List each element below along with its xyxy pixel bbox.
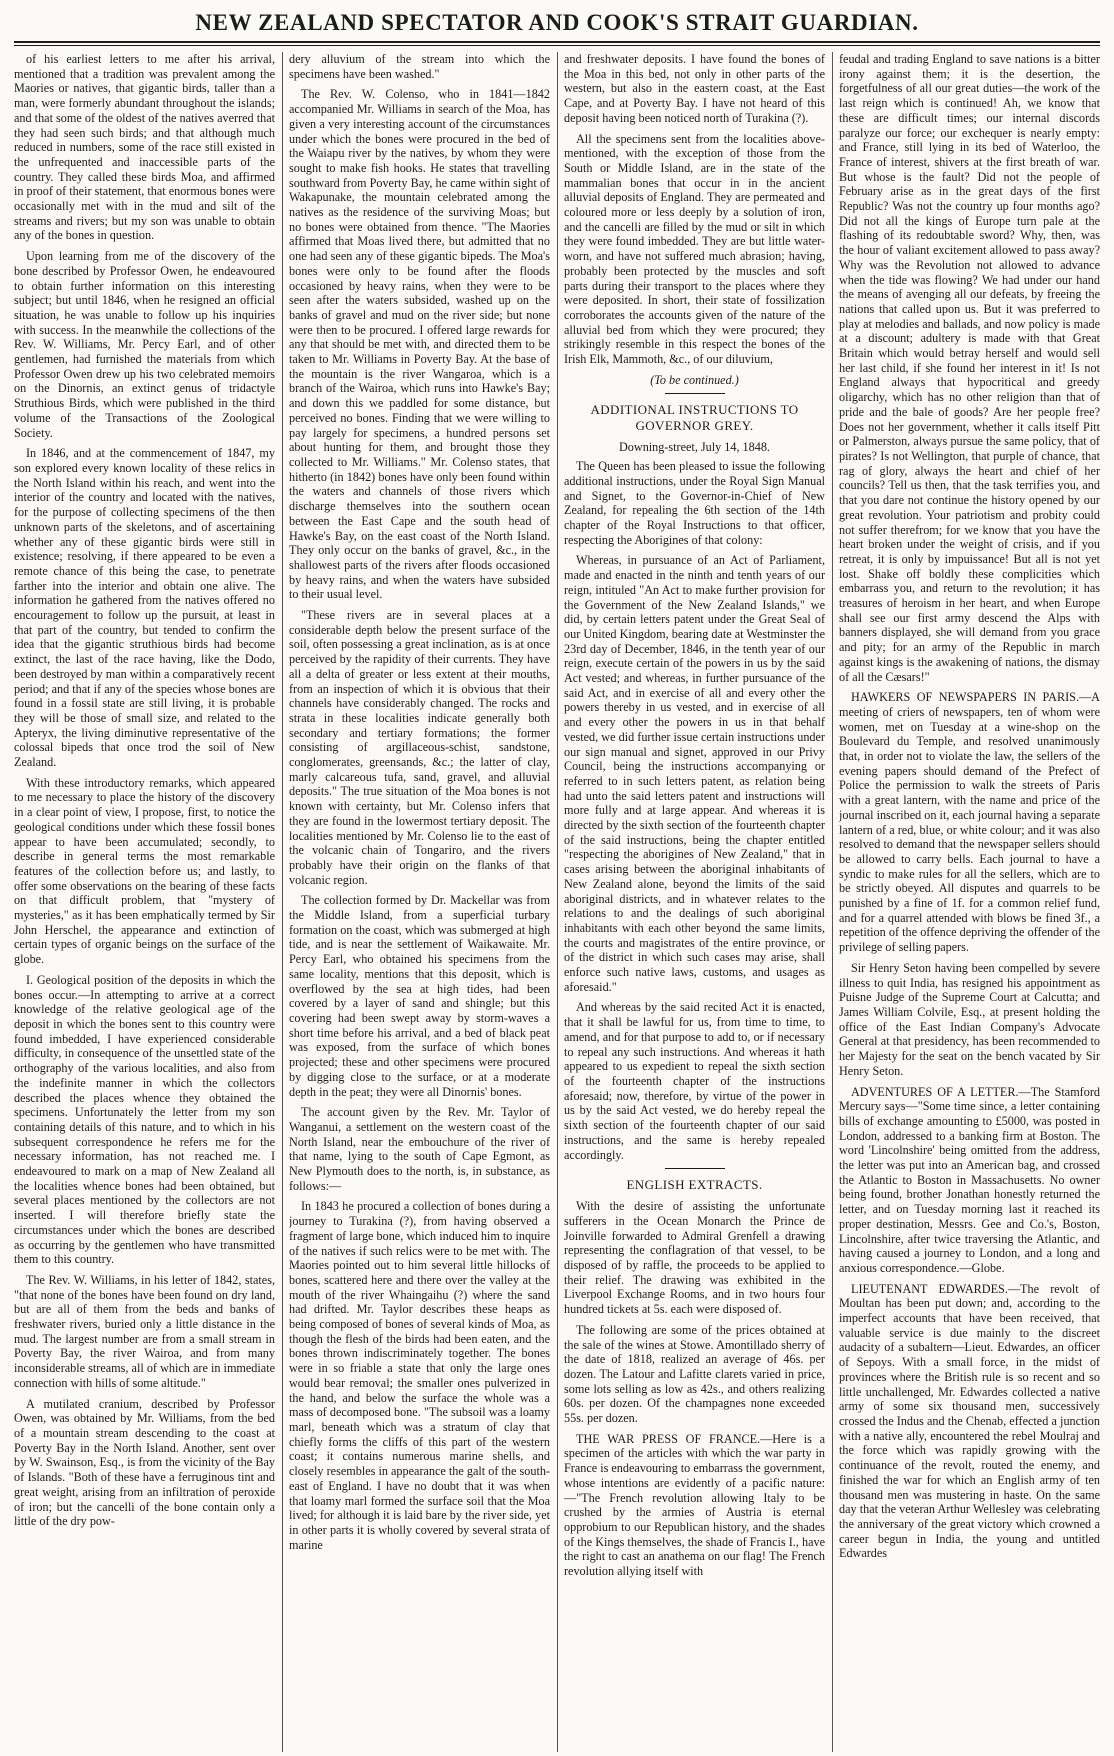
article-paragraph: THE WAR PRESS OF FRANCE.—Here is a specimen of the articles with which the war party in France is endeavouring to embarrass the government, whose intentions are evidently of a pacific nature:—"The French revolution allowing Italy to be crushed by the armies of Austria is eternal opprobium to our Republican history, and the shades of the Kings themselves, the shade of Francis I., have the right to cast an anathema on our flag! The French revolution allying itself with [564, 1431, 825, 1579]
continued-note: (To be continued.) [650, 372, 739, 387]
article-paragraph: Sir Henry Seton having been compelled by severe illness to quit India, has resigned his appointment as Puisne Judge of the Supreme Court at Calcutta; and James William Colvile, Esq., at present holding the office of the East Indian Company's Advocate General at that presidency, has been recommended to her Majesty for the seat on the bench vacated by Sir Henry Seton. [839, 960, 1100, 1078]
article-paragraph: LIEUTENANT EDWARDES.—The revolt of Moultan has been put down; and, according to the imperfect accounts that have been received, that valuable service is due mainly to the discreet audacity of a subaltern—Lieut. Edwardes, an officer of Sepoys. With a small force, in the midst of provinces where the British rule is so recent and so little unchallenged, Mr. Edwardes collected a native army of some six thousand men, successively crossed the Indus and the Chenab, effected a junction with a native ally, encountered the rebel Moulraj and the force which was rapidly growing with the continuance of the revolt, routed the enemy, and finished the war for which an English army of ten thousand men was mustering in haste. On the same day that the veteran Arthur Wellesley was celebrating the anniversary of the great victory which crowned a career begun in India, the young and untitled Edwardes [839, 1281, 1100, 1561]
masthead-rule-thin [14, 45, 1100, 46]
masthead-rule [14, 41, 1100, 43]
section-divider [665, 393, 725, 394]
section-heading: ENGLISH EXTRACTS. [626, 1177, 763, 1193]
article-paragraph: of his earliest letters to me after his arrival, mentioned that a tradition was prevalent among the Maories or natives, that gigantic birds, taller than a man, were formerly abundant throughout the islands; and that some of the oldest of the natives averred that they had seen such birds; and that although much reduced in numbers, some of the race still existed in the unfrequented and inaccessible parts of the country. They called these birds Moa, and affirmed in proof of their statement, that enormous bones were occasionally met with in the mud and silt of the streams and rivers; but my son was unable to obtain any of the bones in question. [14, 52, 275, 243]
column-2 [289, 52, 550, 1752]
column-divider [282, 52, 283, 1752]
section-heading: ADDITIONAL INSTRUCTIONS TO GOVERNOR GREY. [590, 402, 799, 434]
column-divider [832, 52, 833, 1752]
article-paragraph: The following are some of the prices obtained at the sale of the wines at Stowe. Amontillado sherry of the date of 1818, realized an average of 46s. per dozen. The Latour and Lafitte clarets varied in price, some lots selling as low as 42s., and others realizing 60s. per dozen. Of the champagnes none exceeded 55s. per dozen. [564, 1322, 825, 1426]
article-paragraph: The Rev. W. Williams, in his letter of 1842, states, "that none of the bones have been found on dry land, but are all of them from the beds and banks of freshwater rivers, buried only a little distance in the mud. The largest number are from a small stream in Poverty Bay, the river Wairoa, and from many inconsiderable streams, all of which are in immediate connection with hills of some altitude." [14, 1272, 275, 1390]
article-paragraph: The account given by the Rev. Mr. Taylor of Wanganui, a settlement on the western coast of the North Island, near the embouchure of the river of that name, lying to the south of Cape Egmont, as New Plymouth does to the north, is, in substance, as follows:— [289, 1105, 550, 1193]
section-divider [665, 1168, 725, 1169]
article-paragraph: And whereas by the said recited Act it is enacted, that it shall be lawful for us, from time to time, to amend, and for that purpose to add to, or if necessary to repeal any such instructions. And whereas it hath appeared to us expedient to repeal the sixth section of the fourteenth chapter of the instructions aforesaid; now, therefore, by virtue of the power in us by the said Act vested, we do hereby repeal the sixth section of the fourteenth chapter of our said instructions, and the same is hereby repealed accordingly. [564, 1000, 825, 1162]
article-paragraph: With these introductory remarks, which appeared to me necessary to place the history of the discovery in a clear point of view, I propose, first, to notice the geological conditions under which these fossil bones appear to have been accumulated; secondly, to describe in general terms the most remarkable features of the collection before us; and lastly, to offer some observations on the bearing of these facts on that difficult problem, that "mystery of mysteries," as it has been emphatically termed by Sir John Herschel, the appearance and extinction of certain types of organic beings on the surface of the globe. [14, 775, 275, 967]
article-paragraph: and freshwater deposits. I have found the bones of the Moa in this bed, not only in other parts of the western, but also in the eastern coast, at the East Cape, and at Poverty Bay. I have not heard of this deposit having been noticed north of Turakina (?). [564, 52, 825, 125]
article-paragraph: All the specimens sent from the localities above-mentioned, with the exception of those from the South or Middle Island, are in the state of the mammalian bones that occur in in the ancient alluvial deposits of England. They are permeated and coloured more or less deeply by a solution of iron, and the cancelli are filled by the mud or silt in which they were found imbedded. They are but little water-worn, and have not suffered much abrasion; having, probably been protected by the muscles and soft parts during their transport to the places where they were deposited. In short, their state of fossilization corroborates the accounts given of the nature of the alluvial bed from which they were procured; they strikingly resemble in this respect the bones of the Irish Elk, Mammoth, &c., of our diluvium, [564, 131, 825, 367]
article-paragraph: The Queen has been pleased to issue the following additional instructions, under the Royal Sign Manual and Signet, to the Governor-in-Chief of New Zealand, for repealing the 6th section of the 14th chapter of the Royal Instructions to that officer, respecting the Aborigines of that colony: [564, 459, 825, 547]
article-paragraph: feudal and trading England to save nations is a bitter irony against them; it is the desertion, the forgetfulness of all our great duties—the work of the last reign which is continued! Ah, we know that these are difficult times; our internal discords paralyze our force; our exchequer is nearly empty: and France, still lying in its bed of Waterloo, the France of interest, shivers at the first breath of war. But whose is the fault? Did not the people of February arise as in the great days of the first Republic? Was not the country up four months ago? Did not all the kings of Europe turn pale at the flashing of its redoubtable sword? Why, then, was the hour of valiant excitement allowed to pass away? Why was the Revolution not allowed to advance when the tide was flowing? We had under our hand the means of avenging all our defeats, by freeing the nations that called upon us. But it was preferred to play at melodies and ballads, and now policy is made at a discount; adultery is made with that Great Britain which would betray herself and would sell her last child, if she found her interest in it! Is not England always that hypocritical and greedy oligarchy, which has no other religion than that of pride and the bale of goods? Are her people free? Does not her government, whether it calls itself Pitt or Palmerston, always pursue the same policy, that of pirates? Is not Wellington, that purple of chance, that rag of glory, always the heart and chief of her councils? Tell us then, that the task terrifies you, and that you dare not continue the history opened by our great revolution. Your patriotism and probity could not suffer therefrom; for we know that you have the heart broken under the weight of crisis, and if you retreat, it is only by impuissance! But all is not yet lost. Shake off boldly these complicities which embarrass you, and return to the revolution; it has treasures of heroism in her heart, and when Europe shall see our first army descend the Alps with banners displayed, she will demand from you grace and pity; for an army of the Republic in march against kings is the awakening of nations, the dismay of all the Cæsars!" [839, 52, 1100, 684]
article-paragraph: Upon learning from me of the discovery of the bone described by Professor Owen, he endeavoured to obtain further information on this interesting subject; but until 1846, when he resigned an official situation, he was unable to follow up his inquiries with success. In the meanwhile the collections of the Rev. W. Williams, Mr. Percy Earl, and of other gentlemen, had furnished the materials from which Professor Owen drew up his two celebrated memoirs on the Dinornis, an extinct genus of tridactyle Struthious Birds, which were published in the third volume of the Transactions of the Zoological Society. [14, 249, 275, 440]
dateline: Downing-street, July 14, 1848. [619, 440, 770, 455]
article-paragraph: With the desire of assisting the unfortunate sufferers in the Ocean Monarch the Prince de Joinville forwarded to Admiral Grenfell a drawing representing the conflagration of that vessel, to be disposed of by raffle, the proceeds to be applied to their relief. The drawing was exhibited in the Liverpool Exchange Rooms, and in two hours four hundred tickets at 5s. each were disposed of. [564, 1199, 825, 1317]
article-paragraph: I. Geological position of the deposits in which the bones occur.—In attempting to arrive at a correct knowledge of the relative geological age of the deposit in which the bones sent to this country were found imbedded, I have experienced considerable difficulty, in consequence of the unsettled state of the orthography of the various localities, and also from the indefinite manner in which the collectors described the places whence they obtained the specimens. Unfortunately the letter from my son containing details of this nature, and to which in his subsequent correspondence he refers me for the necessary information, has not reached me. I endeavoured to mark on a map of New Zealand all the localities whence bones had been obtained, but several places mentioned by the collectors are not inserted. I will therefore briefly state the circumstances under which the bones are described as occurring by the gentlemen who have transmitted them to this country. [14, 972, 275, 1267]
article-paragraph: "These rivers are in several places at a considerable depth below the present surface of the soil, often possessing a great inclination, as is at once perceived by the rapidity of their currents. They have all a delta of greater or less extent at their mouths, from an inspection of which it is obvious that their channels have considerably changed. The rocks and strata in these localities indicate generally both secondary and tertiary formations; the former consisting of argillaceous-schist, sandstone, conglomerates, greensands, &c.; the latter of clay, marly calcareous tufa, sand, gravel, and alluvial deposits." The true situation of the Moa bones is not known with certainty, but Mr. Colenso infers that they are found in the lowermost tertiary deposit. The localities mentioned by Mr. Colenso lie to the east of the volcanic chain of Tongariro, and the rivers probably have their origin on the flanks of that volcanic region. [289, 608, 550, 887]
column-1 [14, 52, 275, 1752]
column-3 [564, 52, 825, 1752]
article-paragraph: HAWKERS OF NEWSPAPERS IN PARIS.—A meeting of criers of newspapers, ten of whom were women, met on Tuesday at a wine-shop on the Boulevard du Temple, and resolved unanimously that, in order not to violate the law, the sellers of the evening papers should demand of the Prefect of Police the permission to walk the streets of Paris with a great lantern, with the name and price of the journal inscribed on it, each journal having a separate lantern of a red, blue, or white colour; and it was also resolved to demand that the newspaper sellers should be allowed to carry bells. Each journal to have a syndic to make rules for all the sellers, which are to be strictly obeyed. All disputes and quarrels to be punished by a fine of 1f. for a common relief fund, and for a quarrel attended with blows be fined 3f., a repetition of the offence depriving the offender of the privilege of selling papers. [839, 690, 1100, 955]
article-columns [14, 52, 1100, 1752]
article-paragraph: The Rev. W. Colenso, who in 1841—1842 accompanied Mr. Williams in search of the Moa, has given a very interesting account of the circumstances under which the bones were procured in the bed of the Waiapu river by the natives, by whom they were sought to make fish hooks. He states that travelling southward from Poverty Bay, he came within sight of Wakapunake, the mountain celebrated among the natives as the residence of the surviving Moas; but no bones were obtained from thence. "The Maories affirmed that Moas lived there, but admitted that no one had seen any of these gigantic bipeds. The Moa's bones were only to be found after the floods occasioned by heavy rains, when they were to be seen after the waters subsided, washed up on the banks of gravel and mud on the river side; but none were then to be procured. I offered large rewards for any that should be met with, and directed them to be taken to Mr. Williams in Poverty Bay. At the base of the mountain is the river Wangaroa, which is a branch of the Wairoa, which runs into Hawke's Bay; and down this we paddled for some distance, but perceived no bones. Finding that we were willing to pay largely for specimens, a hundred persons set about hunting for them, and brought those they collected to Mr. Williams." Mr. Colenso states, that hitherto (in 1842) bones have only been found within the waters and channels of those rivers which discharge themselves into the southern ocean between the East Cape and the south head of Hawke's Bay, on the east coast of the North Island. They only occur on the banks of gravel, &c., in the shallowest parts of the rivers after floods occasioned by heavy rains, and when the waters have subsided to their usual level. [289, 87, 550, 602]
article-paragraph: ADVENTURES OF A LETTER.—The Stamford Mercury says—"Some time since, a letter containing bills of exchange amounting to £5000, was posted in London, addressed to a banking firm at Boston. The word 'Lincolnshire' being omitted from the address, the letter was put into an American bag, and crossed the Atlantic to Boston in Massachusetts. No owner being found, brother Jonathan honestly returned the letter, and on Tuesday morning last it reached its proper destination, Messrs. Gee and Co.'s, Boston, Lincolnshire, after twice traversing the Atlantic, and having caused a journey to London, and a long and anxious correspondence.—Globe. [839, 1084, 1100, 1275]
article-paragraph: In 1846, and at the commencement of 1847, my son explored every known locality of these relics in the North Island within his reach, and went into the interior of the country and located with the natives, for the purpose of collecting specimens of the then unknown parts of the skeletons, and of ascertaining whether any of these gigantic birds were still in existence; resolving, if there appeared to be even a remote chance of this being the case, to penetrate farther into the interior and obtain one alive. The information he gathered from the natives offered no encouragement to follow up the pursuit, at least in that part of the country, but tended to confirm the idea that the gigantic struthious birds had become extinct, the last of the race having, like the Dodo, been destroyed by man within a comparatively recent period; and that if any of the species whose bones are found in a fossil state are still living, it is probable they will be those of small size, and related to the Apteryx, the living diminutive representative of the colossal bipeds that once trod the soil of New Zealand. [14, 446, 275, 770]
column-4 [839, 52, 1100, 1752]
article-paragraph: dery alluvium of the stream into which the specimens have been washed." [289, 52, 550, 81]
article-paragraph: Whereas, in pursuance of an Act of Parliament, made and enacted in the ninth and tenth years of our reign, intituled "An Act to make further provision for the Government of the New Zealand Islands," we did, by certain letters patent under the Great Seal of our United Kingdom, bearing date at Westminster the 23rd day of December, 1846, in the tenth year of our reign, execute certain of the powers in us by the said Act vested; and whereas, in further pursuance of the said Act, and in exercise of all and every other the powers thereby in us vested, and in exercise of all and every other the powers in us in that behalf vested, we did further issue certain instructions under our sign manual and signet, approved in our Privy Council, being the instructions accompanying or referred to in such letters patent, as relation being had unto the said letters patent and instructions will more fully and at large appear. And whereas it is directed by the sixth section of the fourteenth chapter of the said instructions, being the chapter entitled "respecting the aborigines of New Zealand," that in cases arising between the aboriginal inhabitants of New Zealand alone, beyond the limits of the said aboriginal districts, and in whatever relates to the relations to and the dealings of such aboriginal inhabitants with each other beyond the same limits, the courts and magistrates of the entire province, or of the district in which such cases may arise, shall enforce such native laws, customs, and usages as aforesaid." [564, 553, 825, 994]
article-paragraph: In 1843 he procured a collection of bones during a journey to Turakina (?), from having observed a fragment of large bone, which induced him to inquire of the natives if such relics were to be met with. The Maories pointed out to him several little hillocks of bones, scattered here and there over the valley at the mouth of the river Whaingaihu (?) where the sand had drifted. Mr. Taylor describes these heaps as being composed of bones of several kinds of Moa, as though the flesh of the birds had been eaten, and the bones thrown indiscriminately together. The bones were in so friable a state that only the large ones would bear removal; the smaller ones pulverized in the hand, and below the surface the whole was a mass of decomposed bone. "The subsoil was a loamy marl, beneath which was a stratum of clay that chiefly forms the cliffs of this part of the western coast; it contains numerous marine shells, and closely resembles in appearance the galt of the south-east of England. I have no doubt that it was when that loamy marl formed the surface soil that the Moa lived; for although it is laid bare by the river side, yet in other parts it is wholly covered by several strata of marine [289, 1199, 550, 1552]
article-paragraph: The collection formed by Dr. Mackellar was from the Middle Island, from a superficial turbary formation on the coast, which was submerged at high tide, and is near the settlement of Waikawaite. Mr. Percy Earl, who obtained his specimens from the same locality, mentions that this deposit, which is overflowed by the sea at high tides, had been covered by a layer of sand and shingle; but this covering had been swept away by storm-waves a short time before his arrival, and a bed of black peat was exposed, from the surface of which bones projected; these and other specimens were procured by digging close to the surface, or at a moderate depth in the peat; they were all Dinornis' bones. [289, 893, 550, 1099]
column-divider [557, 52, 558, 1752]
masthead-title: NEW ZEALAND SPECTATOR AND COOK'S STRAIT GUARDIAN. [195, 10, 919, 35]
article-paragraph: A mutilated cranium, described by Professor Owen, was obtained by Mr. Williams, from the bed of a mountain stream descending to the coast at Poverty Bay in the North Island. Another, sent over by W. Swainson, Esq., is from the vicinity of the Bay of Islands. "Both of these have a ferruginous tint and great weight, arising from an infiltration of peroxide of iron; but the cancelli of the bone contain only a little of the dry pow- [14, 1396, 275, 1529]
